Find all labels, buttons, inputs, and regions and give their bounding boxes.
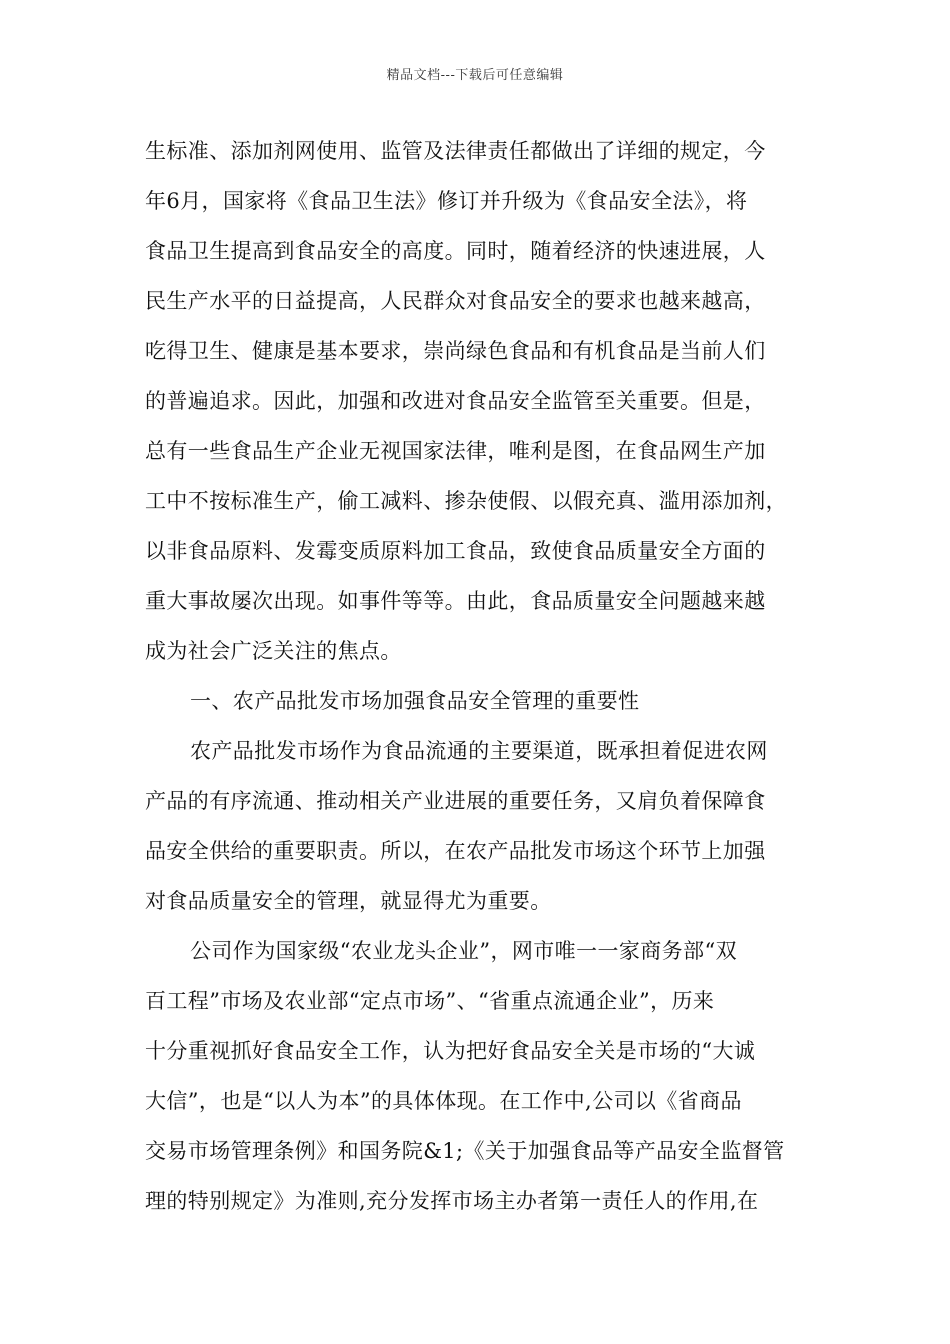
text-line: 理的特别规定》为准则,充分发挥市场主办者第一责任人的作用,在 <box>145 1189 759 1213</box>
text-line: 对食品质量安全的管理，就显得尤为重要。 <box>145 889 552 913</box>
text-line: 年6月，国家将《食品卫生法》修订并升级为《食品安全法》，将 <box>145 189 748 213</box>
text-line: 大信”，也是“以人为本”的具体体现。在工作中,公司以《省商品 <box>145 1089 742 1113</box>
text-line: 食品卫生提高到食品安全的高度。同时，随着经济的快速进展，人 <box>145 239 766 263</box>
text-line: 工中不按标准生产，偷工减料、掺杂使假、以假充真、滥用添加剂， <box>145 489 787 513</box>
text-line: 重大事故屡次出现。如事件等等。由此，食品质量安全问题越来越 <box>145 589 766 613</box>
document-body <box>145 134 825 1234</box>
page-header: 精品文档---下载后可任意编辑 <box>386 68 564 83</box>
text-line: 十分重视抓好食品安全工作，认为把好食品安全关是市场的“大诚 <box>145 1039 756 1063</box>
text-line: 公司作为国家级“农业龙头企业”，网市唯一一家商务部“双 <box>190 939 738 963</box>
text-line: 吃得卫生、健康是基本要求，崇尚绿色食品和有机食品是当前人们 <box>145 339 766 363</box>
text-line: 产品的有序流通、推动相关产业进展的重要任务，又肩负着保障食 <box>145 789 766 813</box>
section-heading: 一、农产品批发市场加强食品安全管理的重要性 <box>190 689 640 713</box>
text-line: 农产品批发市场作为食品流通的主要渠道，既承担着促进农网 <box>190 739 768 763</box>
text-line: 品安全供给的重要职责。所以，在农产品批发市场这个环节上加强 <box>145 839 766 863</box>
text-line: 成为社会广泛关注的焦点。 <box>145 639 402 663</box>
text-line: 百工程”市场及农业部“定点市场”、“省重点流通企业”，历来 <box>145 989 715 1013</box>
text-line: 以非食品原料、发霉变质原料加工食品，致使食品质量安全方面的 <box>145 539 766 563</box>
text-line: 生标准、添加剂网使用、监管及法律责任都做出了详细的规定，今 <box>145 139 766 163</box>
text-line: 民生产水平的日益提高，人民群众对食品安全的要求也越来越高， <box>145 289 766 313</box>
text-line: 的普遍追求。因此，加强和改进对食品安全监管至关重要。但是， <box>145 389 766 413</box>
text-line: 交易市场管理条例》和国务院&1;《关于加强食品等产品安全监督管 <box>145 1139 785 1163</box>
text-line: 总有一些食品生产企业无视国家法律，唯利是图，在食品网生产加 <box>145 439 766 463</box>
